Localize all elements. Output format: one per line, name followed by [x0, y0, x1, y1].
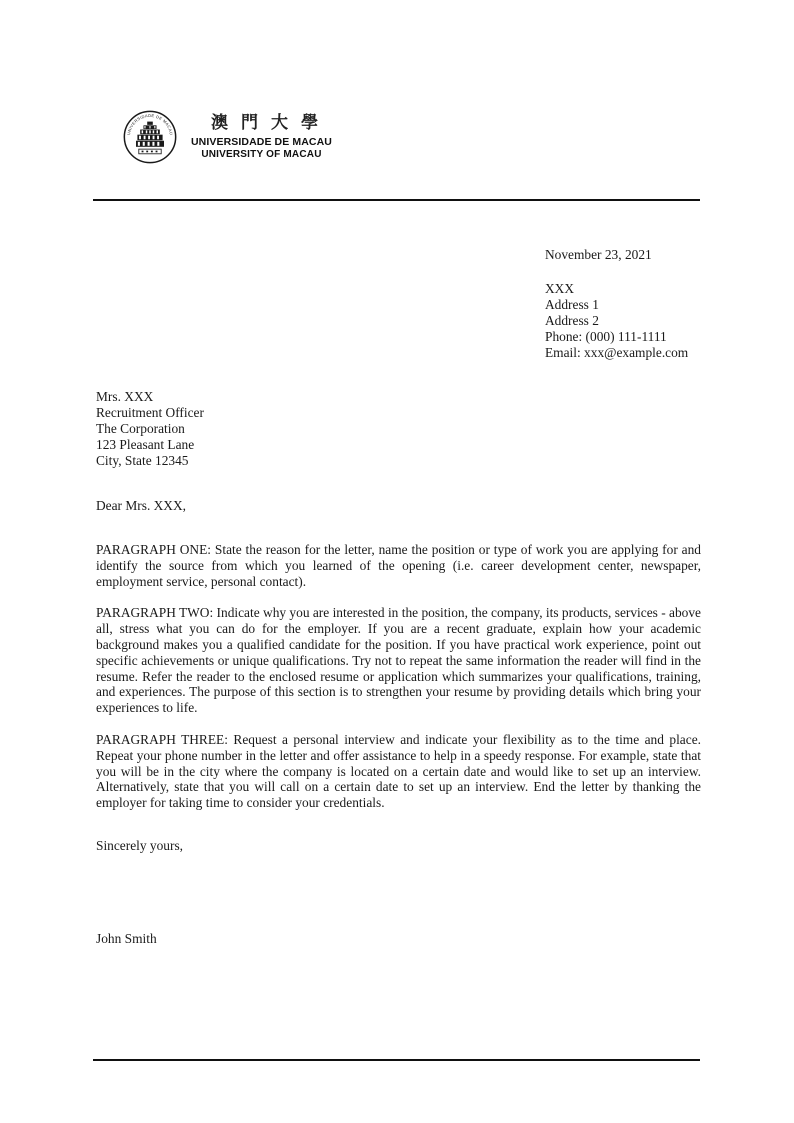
paragraph-three: PARAGRAPH THREE: Request a personal interview and indicate your flexibility as to the time and place. Repeat your phone number in the letter and offer assistance to help in a speedy response. For example, state that you will be in the city where the company is located on a certain date and would like to set up an interview. Alternatively, state that you will call on a certain date to set up an interview. End the letter by thanking the employer for taking time to consider your credentials.	[96, 731, 701, 811]
seal-facade	[136, 122, 164, 147]
sender-name: XXX	[545, 281, 575, 296]
letter-body	[96, 542, 701, 827]
sender-email: Email: xxx@example.com	[545, 345, 689, 360]
recipient-title: Recruitment Officer	[96, 405, 204, 420]
letterhead	[122, 109, 332, 165]
recipient-street: 123 Pleasant Lane	[96, 437, 195, 452]
paragraph-one: PARAGRAPH ONE: State the reason for the letter, name the position or type of work you are applying for and identify the source from which you learned of the opening (i.e. career development center, newspaper, employment service, personal contact).	[96, 542, 701, 589]
university-name-chinese: 澳門大學	[210, 113, 331, 133]
university-name-portuguese: UNIVERSIDADE DE MACAU	[191, 135, 332, 148]
letter-date: November 23, 2021	[545, 247, 652, 262]
sender-phone: Phone: (000) 111-1111	[545, 329, 667, 344]
university-wordmark	[191, 113, 332, 160]
recipient-name: Mrs. XXX	[96, 389, 154, 404]
sender-address-line: Address 1	[545, 297, 599, 312]
signature-name: John Smith	[96, 931, 157, 946]
footer-rule	[93, 1059, 700, 1061]
closing: Sincerely yours,	[96, 838, 184, 853]
sender-address-line: Address 2	[545, 313, 599, 328]
university-name-english: UNIVERSITY OF MACAU	[201, 149, 322, 161]
recipient-company: The Corporation	[96, 421, 185, 436]
recipient-address-block	[96, 389, 204, 469]
sender-address-block	[545, 281, 688, 361]
svg-text:UNIVERSIDADE DE MACAU: UNIVERSIDADE DE MACAU	[125, 112, 175, 136]
paragraph-two: PARAGRAPH TWO: Indicate why you are interested in the position, the company, its products, services - above all, stress what you can do for the employer. If you are a recent graduate, explain how your academic background makes you a qualified candidate for the position. If you have practical work experience, point out specific achievements or unique qualifications. Try not to repeat the same information the reader will find in the resume. Refer the reader to the enclosed resume or application which summarizes your qualifications, training, and experiences. The purpose of this section is to strengthen your resume by providing details which bring your experiences to life.	[96, 605, 701, 716]
salutation: Dear Mrs. XXX,	[96, 498, 186, 513]
header-rule	[93, 199, 700, 201]
seal-banner	[139, 149, 161, 154]
recipient-city: City, State 12345	[96, 453, 189, 468]
university-of-macau-seal-icon	[122, 109, 178, 165]
